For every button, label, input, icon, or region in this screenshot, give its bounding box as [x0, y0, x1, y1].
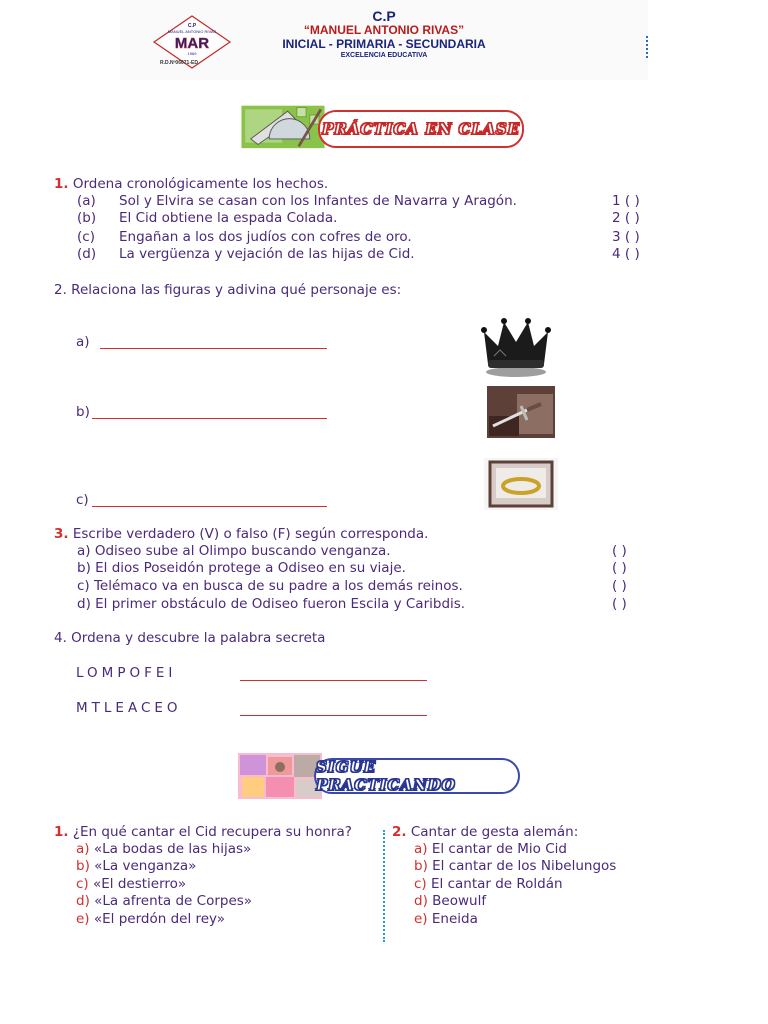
option-letter: e) — [414, 911, 428, 927]
bottom-q2-number: 2. — [392, 824, 407, 840]
bottom-q1-option[interactable] — [76, 858, 196, 875]
logo-ring-text: MANUEL ANTONIO RIVAS — [167, 29, 217, 34]
q1-item-text: El Cid obtiene la espada Colada. — [119, 210, 338, 226]
option-text: «La bodas de las hijas» — [93, 841, 252, 857]
q3-prompt: Escribe verdadero (V) o falso (F) según corresponda. — [72, 526, 429, 542]
q2-prompt: 2. Relaciona las figuras y adivina qué personaje es: — [54, 282, 402, 298]
ring-image — [484, 458, 558, 514]
option-letter: e) — [76, 911, 90, 927]
bottom-q1-option[interactable] — [76, 911, 225, 928]
option-text: El cantar de Roldán — [431, 876, 563, 892]
option-letter: d) — [76, 893, 90, 909]
q1-item-label: (a) — [77, 193, 96, 209]
q2-answer-line-a[interactable] — [100, 348, 327, 349]
q3-item-slot[interactable]: ( ) — [612, 560, 627, 576]
option-letter: b) — [414, 858, 428, 874]
keep-practicing-banner — [238, 752, 522, 800]
logo-year: 1969 — [187, 51, 197, 56]
q3-item-text: c) Telémaco va en busca de su padre a los demás reinos. — [77, 578, 463, 594]
school-name: “MANUEL ANTONIO RIVAS” — [303, 23, 465, 37]
q3-item-slot[interactable]: ( ) — [612, 543, 627, 559]
crown-image — [480, 316, 552, 382]
bottom-q2-heading — [392, 824, 578, 841]
q1-item-slot[interactable]: 2 ( ) — [612, 210, 640, 226]
option-text: «El perdón del rey» — [93, 911, 226, 927]
bottom-q2-prompt: Cantar de gesta alemán: — [410, 824, 579, 840]
option-letter: a) — [414, 841, 428, 857]
q1-item-slot[interactable]: 4 ( ) — [612, 246, 640, 262]
keep-practicing-banner-pill — [314, 758, 520, 794]
bottom-q2-option[interactable] — [414, 841, 567, 858]
logo-top-text: C.P — [187, 23, 197, 29]
logo-letters: MAR — [174, 35, 210, 52]
q4-scrambled-word: LOMPOFEI — [76, 665, 177, 681]
q2-label-a: a) — [76, 334, 90, 350]
q2-answer-line-c[interactable] — [92, 506, 327, 507]
bottom-q1-option[interactable] — [76, 893, 252, 910]
bottom-q2-option[interactable] — [414, 876, 563, 893]
q1-item-text: Sol y Elvira se casan con los Infantes de Navarra y Aragón. — [119, 193, 517, 209]
option-letter: c) — [76, 876, 89, 892]
school-levels: INICIAL - PRIMARIA - SECUNDARIA — [282, 37, 486, 51]
collage-icon — [238, 752, 322, 800]
school-motto: EXCELENCIA EDUCATIVA — [340, 52, 428, 59]
q3-heading — [54, 526, 428, 543]
q1-item-label: (c) — [77, 229, 95, 245]
q1-item-text: Engañan a los dos judíos con cofres de oro. — [119, 229, 412, 245]
q2-answer-line-b[interactable] — [92, 418, 327, 419]
q3-item-text: a) Odiseo sube al Olimpo buscando venganza. — [77, 543, 391, 559]
bottom-q1-prompt: ¿En qué cantar el Cid recupera su honra? — [72, 824, 352, 840]
bottom-q1-heading — [54, 824, 352, 841]
practice-banner-pill — [318, 110, 524, 148]
practice-banner-title: PRÁCTICA EN CLASE — [321, 120, 521, 138]
option-text: El cantar de los Nibelungos — [432, 858, 617, 874]
q4-prompt: 4. Ordena y descubre la palabra secreta — [54, 630, 326, 646]
column-divider — [383, 830, 385, 942]
option-letter: b) — [76, 858, 90, 874]
option-text: El cantar de Mio Cid — [431, 841, 567, 857]
option-text: Beowulf — [432, 893, 487, 909]
q4-answer-line[interactable] — [240, 715, 427, 716]
option-letter: d) — [414, 893, 428, 909]
q3-item-text: b) El dios Poseidón protege a Odiseo en su viaje. — [77, 560, 406, 576]
header-divider — [646, 36, 648, 58]
option-letter: a) — [76, 841, 90, 857]
q3-item-slot[interactable]: ( ) — [612, 578, 627, 594]
q1-prompt: Ordena cronológicamente los hechos. — [72, 176, 329, 192]
geometry-tools-icon — [238, 102, 328, 150]
q1-item-slot[interactable]: 1 ( ) — [612, 193, 640, 209]
bottom-q1-option[interactable] — [76, 876, 186, 893]
practice-banner — [238, 102, 524, 150]
sword-image — [487, 386, 555, 442]
q1-item-text: La vergüenza y vejación de las hijas de Cid. — [119, 246, 415, 262]
q4-answer-line[interactable] — [240, 680, 427, 681]
bottom-q1-number: 1. — [54, 824, 69, 840]
keep-practicing-title: SIGUE PRACTICANDO — [316, 758, 456, 794]
bottom-q2-option[interactable] — [414, 893, 486, 910]
bottom-q2-option[interactable] — [414, 858, 616, 875]
q2-label-c: c) — [76, 492, 89, 508]
q3-number: 3. — [54, 526, 69, 542]
q1-item-label: (d) — [77, 246, 97, 262]
q3-item-text: d) El primer obstáculo de Odiseo fueron Escila y Caribdis. — [77, 596, 466, 612]
q4-scrambled-word: MTLEACEO — [76, 700, 182, 716]
q1-item-label: (b) — [77, 210, 97, 226]
bottom-q2-option[interactable] — [414, 911, 478, 928]
bottom-q1-option[interactable] — [76, 841, 251, 858]
q3-item-slot[interactable]: ( ) — [612, 596, 627, 612]
option-text: «El destierro» — [93, 876, 187, 892]
option-text: «La venganza» — [94, 858, 197, 874]
q2-label-b: b) — [76, 404, 90, 420]
option-letter: c) — [414, 876, 427, 892]
option-text: Eneida — [431, 911, 478, 927]
q1-item-slot[interactable]: 3 ( ) — [612, 229, 640, 245]
option-text: «La afrenta de Corpes» — [94, 893, 253, 909]
logo-code: R.D.Nº06071-ED — [160, 60, 198, 66]
q1-number: 1. — [54, 176, 69, 192]
header-cp: C.P — [372, 8, 396, 24]
q1-heading — [54, 176, 328, 193]
